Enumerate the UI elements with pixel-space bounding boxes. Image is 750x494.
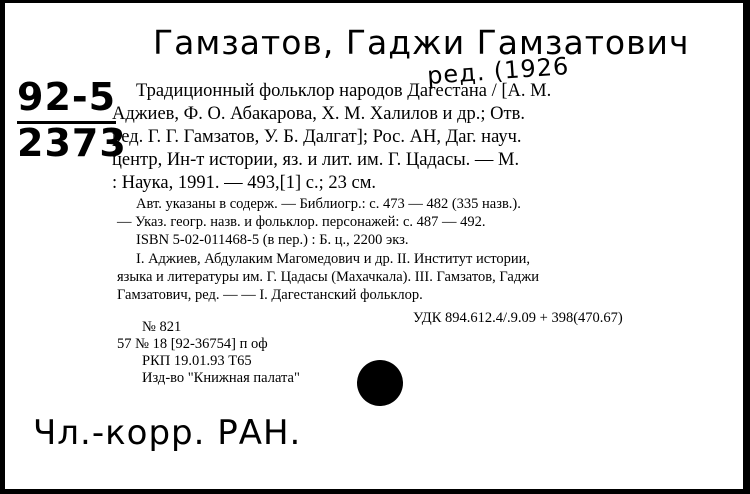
udc-code: УДК 894.612.4/.9.09 + 398(470.67) (413, 310, 623, 326)
record-line: : Наука, 1991. — 493,[1] с.; 23 см. (112, 173, 377, 193)
accession-number: № 821 (142, 319, 182, 335)
handwritten-holding-note: Чл.-корр. РАН. (33, 413, 302, 453)
handwritten-editor-note: ред. (1926 (426, 52, 571, 90)
note-line: языка и литературы им. Г. Цадасы (Махачкала). III. Гамзатов, Гаджи (117, 269, 539, 285)
registry-date: РКП 19.01.93 Т65 (142, 353, 252, 369)
note-line: Авт. указаны в содерж. — Библиогр.: с. 473 — 482 (335 назв.). (136, 196, 521, 212)
record-line: Аджиев, Ф. О. Абакарова, Х. М. Халилов и др.; Отв. (112, 104, 525, 124)
registry-line: 57 № 18 [92-36754] п оф (117, 336, 268, 352)
record-line: центр, Ин-т истории, яз. и лит. им. Г. Цадасы. — М. (112, 150, 520, 170)
handwritten-code-bottom: 2373 (17, 121, 127, 165)
note-line: ISBN 5-02-011468-5 (в пер.) : Б. ц., 2200 экз. (136, 232, 409, 248)
punch-hole (357, 360, 403, 406)
handwritten-code-top: 92-5 (17, 75, 116, 124)
record-line: Традиционный фольклор народов Дагестана / [А. М. (136, 81, 552, 101)
publisher-line: Изд-во "Книжная палата" (142, 370, 300, 386)
note-line: I. Аджиев, Абдулаким Магомедович и др. II. Институт истории, (136, 251, 530, 267)
handwritten-author-heading: Гамзатов, Гаджи Гамзатович (153, 23, 690, 62)
note-line: — Указ. геогр. назв. и фольклор. персонажей: с. 487 — 492. (117, 214, 486, 230)
record-line: ред. Г. Г. Гамзатов, У. Б. Далгат]; Рос. АН, Даг. науч. (112, 127, 522, 147)
catalog-card (5, 3, 743, 489)
note-line: Гамзатович, ред. — — I. Дагестанский фольклор. (117, 287, 423, 303)
